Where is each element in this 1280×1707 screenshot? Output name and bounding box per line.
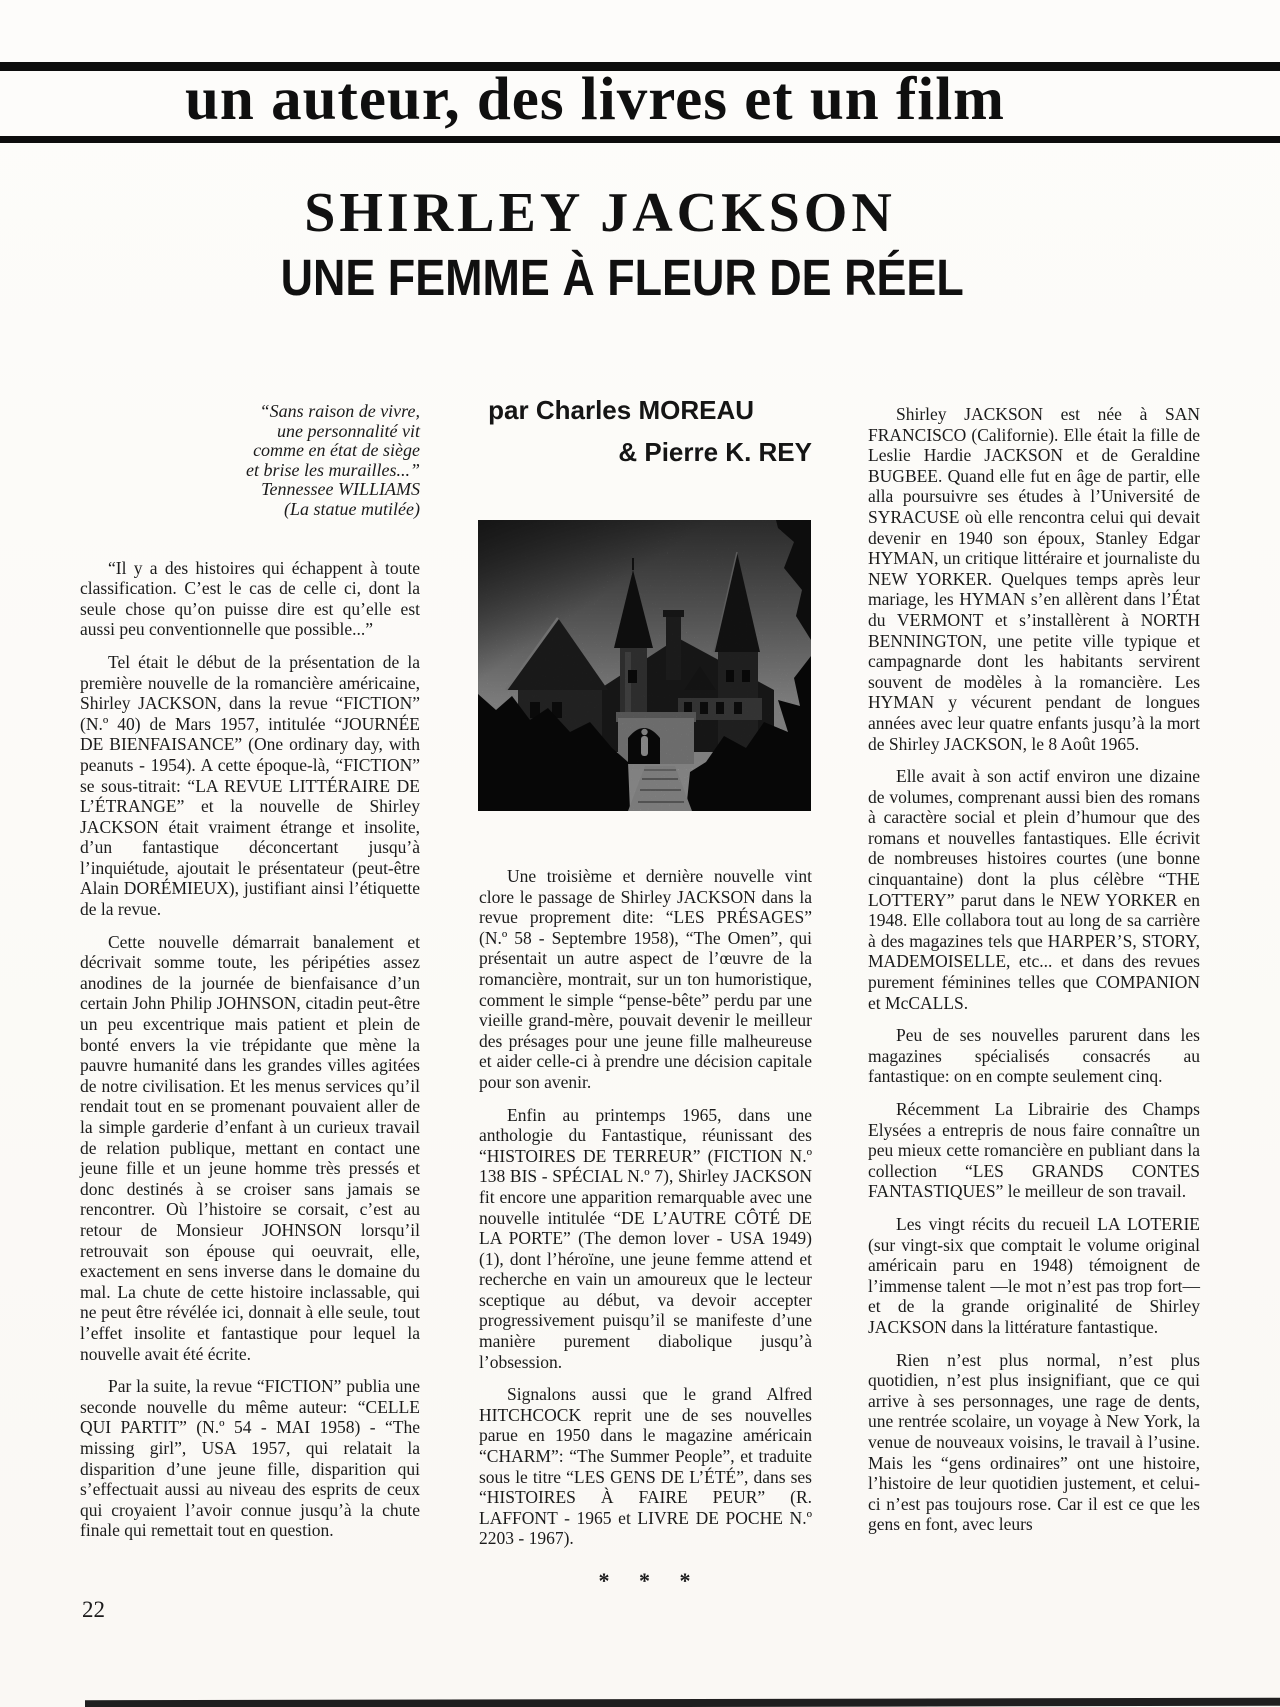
- body-paragraph: Shirley JACKSON est née à SAN FRANCISCO (Californie). Elle était la fille de Leslie Hardie JACKSON et de Geraldine BUGBEE. Quand elle fut en âge de partir, elle alla poursuivre ses études à l’Université de SYRACUSE où elle rencontra celui qui devait devenir en 1940 son époux, Stanley Edgar HYMAN, un critique littéraire et journaliste du NEW YORKER. Quelques temps après leur mariage, les HYMAN s’en allèrent dans l’État du VERMONT et s’installèrent à NORTH BENNINGTON, une petite ville typique et campagnarde dont les habitants servirent souvent de modèles à la romancière. Les HYMAN y vécurent pendant de longues années avec leur quatre enfants jusqu’à la mort de Shirley JACKSON, le 8 Août 1965.: [868, 404, 1200, 754]
- epigraph-line: une personnalité vit: [277, 420, 420, 441]
- byline: [479, 396, 812, 466]
- castle-photo: [478, 520, 811, 811]
- byline-author-2: & Pierre K. REY: [618, 437, 812, 467]
- body-paragraph: Signalons aussi que le grand Alfred HITCHCOCK reprit une de ses nouvelles parue en 1950 dans le magazine américain “CHARM”: “The Summer People”, et traduite sous le titre “LES GENS DE L’ÉTÉ”, dans ses “HISTOIRES À FAIRE PEUR” (R. LAFFONT - 1965 et LIVRE DE POCHE N.º 2203 - 1967).: [479, 1384, 812, 1549]
- body-paragraph: Les vingt récits du recueil LA LOTERIE (sur vingt-six que comptait le volume original américain paru en 1948) témoignent de l’immense talent —le mot n’est pas trop fort— et de la grande originalité de Shirley JACKSON dans la littérature fantastique.: [868, 1213, 1200, 1337]
- section-banner: un auteur, des livres et un film: [185, 66, 1005, 133]
- bottom-rule: [85, 1698, 1280, 1707]
- article-title: SHIRLEY JACKSON: [304, 182, 896, 244]
- page-number: 22: [82, 1597, 105, 1622]
- article-subtitle-text: UNE FEMME À FLEUR DE RÉEL: [280, 249, 964, 306]
- asterisk-separator: * * *: [598, 1568, 693, 1593]
- body-paragraph: “Il y a des histoires qui échappent à toute classification. C’est le cas de celle ci, dont la seule chose qu’on puisse dire est qu’elle est aussi peu conventionnelle que possible...”: [80, 557, 420, 640]
- article-subtitle: [0, 249, 1262, 307]
- castle-photo-illustration: [478, 520, 811, 811]
- body-paragraph: Tel était le début de la présentation de la première nouvelle de la romancière américaine, Shirley JACKSON, dans la revue “FICTION” (N.º 40) de Mars 1957, intitulée “JOURNÉE DE BIENFAISANCE” (One ordinary day, with peanuts - 1954). A cette époque-là, “FICTION” se sous-titrait: “LA REVUE LITTÉRAIRE DE L’ÉTRANGE” et la nouvelle de Shirley JACKSON était vraiment étrange et insolite, d’un fantastique déconcertant jusqu’à l’inquiétude, ajoutait le présentateur (peut-être Alain DORÉMIEUX), justifiant ainsi l’étiquette de la revue.: [80, 651, 420, 920]
- body-paragraph: Enfin au printemps 1965, dans une anthologie du Fantastique, réunissant des “HISTOIRES DE TERREUR” (FICTION N.º 138 BIS - SPÉCIAL N.º 7), Shirley JACKSON fit encore une apparition remarquable avec une nouvelle intitulée “DE L’AUTRE CÔTÉ DE LA PORTE” (The demon lover - USA 1949) (1), dont l’héroïne, une jeune femme attend et recherche en vain un amoureux que le lecteur sceptique au début, va devoir accepter progressivement puisqu’il se manifeste d’une manière purement diabolique jusqu’à l’obsession.: [479, 1104, 812, 1372]
- body-paragraph: Elle avait à son actif environ une dizaine de volumes, comprenant aussi bien des romans à caractère social et plein d’humour que des romans et nouvelles fantastiques. Elle écrivit de nombreuses histoires courtes (une bonne cinquantaine) dont la plus célèbre “THE LOTTERY” parut dans le NEW YORKER en 1948. Elle collabora tout au long de sa carrière à des magazines tels que HARPER’S, STORY, MADEMOISELLE, etc... et dans des revues purement féminines telles que COMPANION et McCALLS.: [868, 766, 1200, 1013]
- body-paragraph: Rien n’est plus normal, n’est plus quotidien, n’est plus insignifiant, que ce qui arrive à ses personnages, une rage de dents, une rentrée scolaire, un voyage à New York, la venue de nouveaux voisins, le travail à l’usine. Mais les “gens ordinaires” ont une histoire, l’histoire de leur quotidien justement, et celui-ci n’est pas toujours rose. Car il est ce que les gens en font, avec leurs: [868, 1349, 1200, 1535]
- epigraph-source: (La statue mutilée): [284, 498, 420, 519]
- body-paragraph: Une troisième et dernière nouvelle vint clore le passage de Shirley JACKSON dans la revue proprement dite: “LES PRÉSAGES” (N.º 58 - Septembre 1958), “The Omen”, qui présentait un autre aspect de l’œuvre de la romancière, montrait, sur un ton humoristique, comment le simple “pense-bête” perdu par une vieille grand-mère, pouvait devenir le meilleur des présages pour une jeune fille malheureuse et aider celle-ci à prendre une décision capitale pour son avenir.: [479, 866, 812, 1092]
- epigraph-author: Tennessee WILLIAMS: [261, 479, 420, 500]
- left-column: [80, 352, 420, 1541]
- banner-bottom-rule: [0, 136, 1280, 143]
- right-column: [868, 352, 1200, 1535]
- epigraph-quote: [80, 402, 420, 520]
- byline-author-1: par Charles MOREAU: [488, 395, 754, 425]
- body-paragraph: Récemment La Librairie des Champs Elysées a entrepris de nous faire connaître un peu mieux cette romancière en publiant dans la collection “LES GRANDS CONTES FANTASTIQUES” le meilleur de son travail.: [868, 1099, 1200, 1202]
- epigraph-line: et brise les murailles...”: [246, 459, 420, 480]
- body-paragraph: Peu de ses nouvelles parurent dans les magazines spécialisés consacrés au fantastique: on en compte seulement cinq.: [868, 1025, 1200, 1087]
- epigraph-line: comme en état de siège: [253, 440, 420, 461]
- body-paragraph: Par la suite, la revue “FICTION” publia une seconde nouvelle du même auteur: “CELLE QUI PARTIT” (N.º 54 - MAI 1958) - “The missing girl”, USA 1957, qui relatait la disparition d’une jeune fille, disparition qui s’effectuait aussi au niveau des esprits de ceux qui croyaient l’avoir connue jusqu’à la chute finale qui remettait tout en question.: [80, 1376, 420, 1541]
- middle-column: [479, 866, 812, 1592]
- epigraph-line: “Sans raison de vivre,: [259, 401, 420, 421]
- body-paragraph: Cette nouvelle démarrait banalement et décrivait somme toute, les péripéties assez anodines de la journée de bienfaisance d’un certain John Philip JOHNSON, citadin peut-être un peu excentrique mais patient et plein de bonté envers la vie trépidante que mène la pauvre humanité dans les grandes villes agitées de notre civilisation. Et les menus services qu’il rendait tout en se promenant pouvaient aller de la simple garderie d’enfant à un curieux travail de relation publique, mettant en contact une jeune fille et un jeune homme très pressés et donc destinés à se croiser sans jamais se rencontrer. Où l’histoire se corsait, c’est au retour de Monsieur JOHNSON lorsqu’il retrouvait son épouse qui oeuvrait, elle, exactement en sens inverse dans le domaine du mal. La chute de cette histoire inclassable, qui ne peut être révélée ici, donnait à elle seule, tout l’effet insolite et fantastique pour lequel la nouvelle avait été écrite.: [80, 931, 420, 1364]
